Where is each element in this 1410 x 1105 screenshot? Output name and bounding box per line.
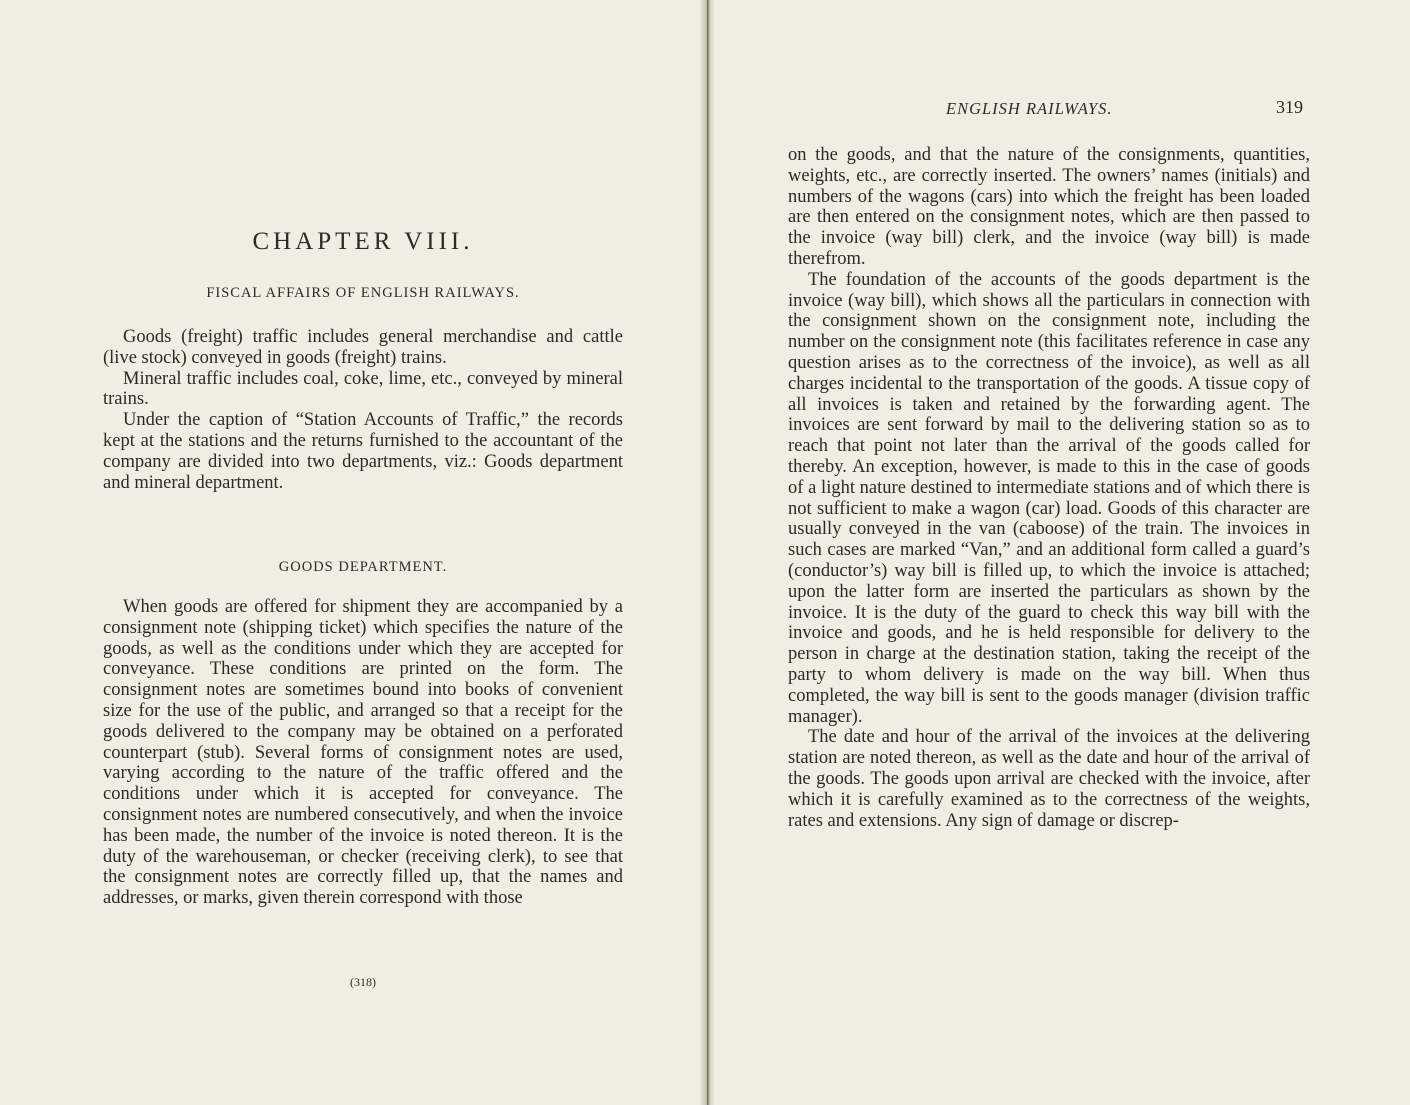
page-number: 319 — [1276, 97, 1303, 117]
left-page — [0, 0, 700, 1105]
section-heading: FISCAL AFFAIRS OF ENGLISH RAILWAYS. — [206, 285, 520, 301]
body-text — [788, 145, 1310, 831]
subheading: GOODS DEPARTMENT. — [278, 559, 448, 575]
intro-text — [103, 327, 623, 493]
right-page — [714, 0, 1410, 1105]
goods-text — [103, 597, 623, 909]
paragraph: Mineral traffic includes coal, coke, lime, etc., conveyed by mineral trains. — [103, 368, 623, 410]
paragraph: Goods (freight) traffic includes general merchandise and cattle (live stock) conveyed in goods (freight) trains. — [103, 327, 623, 368]
paragraph: The date and hour of the arrival of the invoices at the delivering station are noted thereon, as well as the date and hour of the arrival of the goods. The goods upon arrival are checked with the invoice, after which it is carefully examined as to the correctness of the weights, rates and extensions. Any sign of damage or discrep- — [788, 727, 1310, 831]
paragraph: Under the caption of “Station Accounts of Traffic,” the records kept at the stations and the returns furnished to the accountant of the company are divided into two departments, viz.: Goods department and mineral department. — [103, 410, 623, 493]
page-number: (318) — [350, 975, 376, 989]
paragraph: When goods are offered for shipment they are accompanied by a consignment note (shipping ticket) which specifies the nature of the goods, as well as the conditions under which they are accepted for conveyance. These conditions are printed on the form. The consignment notes are sometimes bound into books of convenient size for the use of the public, and arranged so that a receipt for the goods delivered to the company may be obtained on a perforated counterpart (stub). Several forms of consignment notes are used, varying according to the nature of the traffic offered and the conditions under which it is accepted for conveyance. The consignment notes are numbered consecutively, and when the invoice has been made, the number of the invoice is noted thereon. It is the duty of the warehouseman, or checker (receiving clerk), to see that the consignment notes are correctly filled up, that the names and addresses, or marks, given therein correspond with those — [103, 597, 623, 909]
paragraph: The foundation of the accounts of the goods department is the invoice (way bill), which shows all the particulars in connection with the consignment shown on the consignment note, including the number on the consignment note (this facilitates reference in case any question arises as to the correctness of the invoice), as well as all charges incidental to the transportation of the goods. A tissue copy of all invoices is taken and retained by the forwarding agent. The invoices are sent forward by mail to the delivering station so as to reach that point not later than the arrival of the goods called for thereby. An exception, however, is made to this in the case of goods of a light nature destined to intermediate stations and of which there is not sufficient to make a wagon (car) load. Goods of this character are usually conveyed in the van (caboose) of the train. The invoices in such cases are marked “Van,” and an additional form called a guard’s (conductor’s) way bill is filled up, to which the invoice is attached; upon the latter form are inserted the particulars as shown by the invoice. It is the duty of the guard to check this way bill with the invoice and goods, and he is held responsible for delivery to the person in charge at the destination station, taking the receipt of the party to whom delivery is made on the way bill. When thus completed, the way bill is sent to the goods manager (division traffic manager). — [788, 269, 1310, 727]
running-head: ENGLISH RAILWAYS. — [946, 99, 1113, 118]
chapter-title: CHAPTER VIII. — [252, 228, 474, 255]
paragraph: on the goods, and that the nature of the consignments, quantities, weights, etc., are correctly inserted. The owners’ names (initials) and numbers of the wagons (cars) into which the freight has been loaded are then entered on the consignment notes, which are then passed to the invoice (way bill) clerk, and the invoice (way bill) is made therefrom. — [788, 145, 1310, 269]
book-gutter — [700, 0, 714, 1105]
